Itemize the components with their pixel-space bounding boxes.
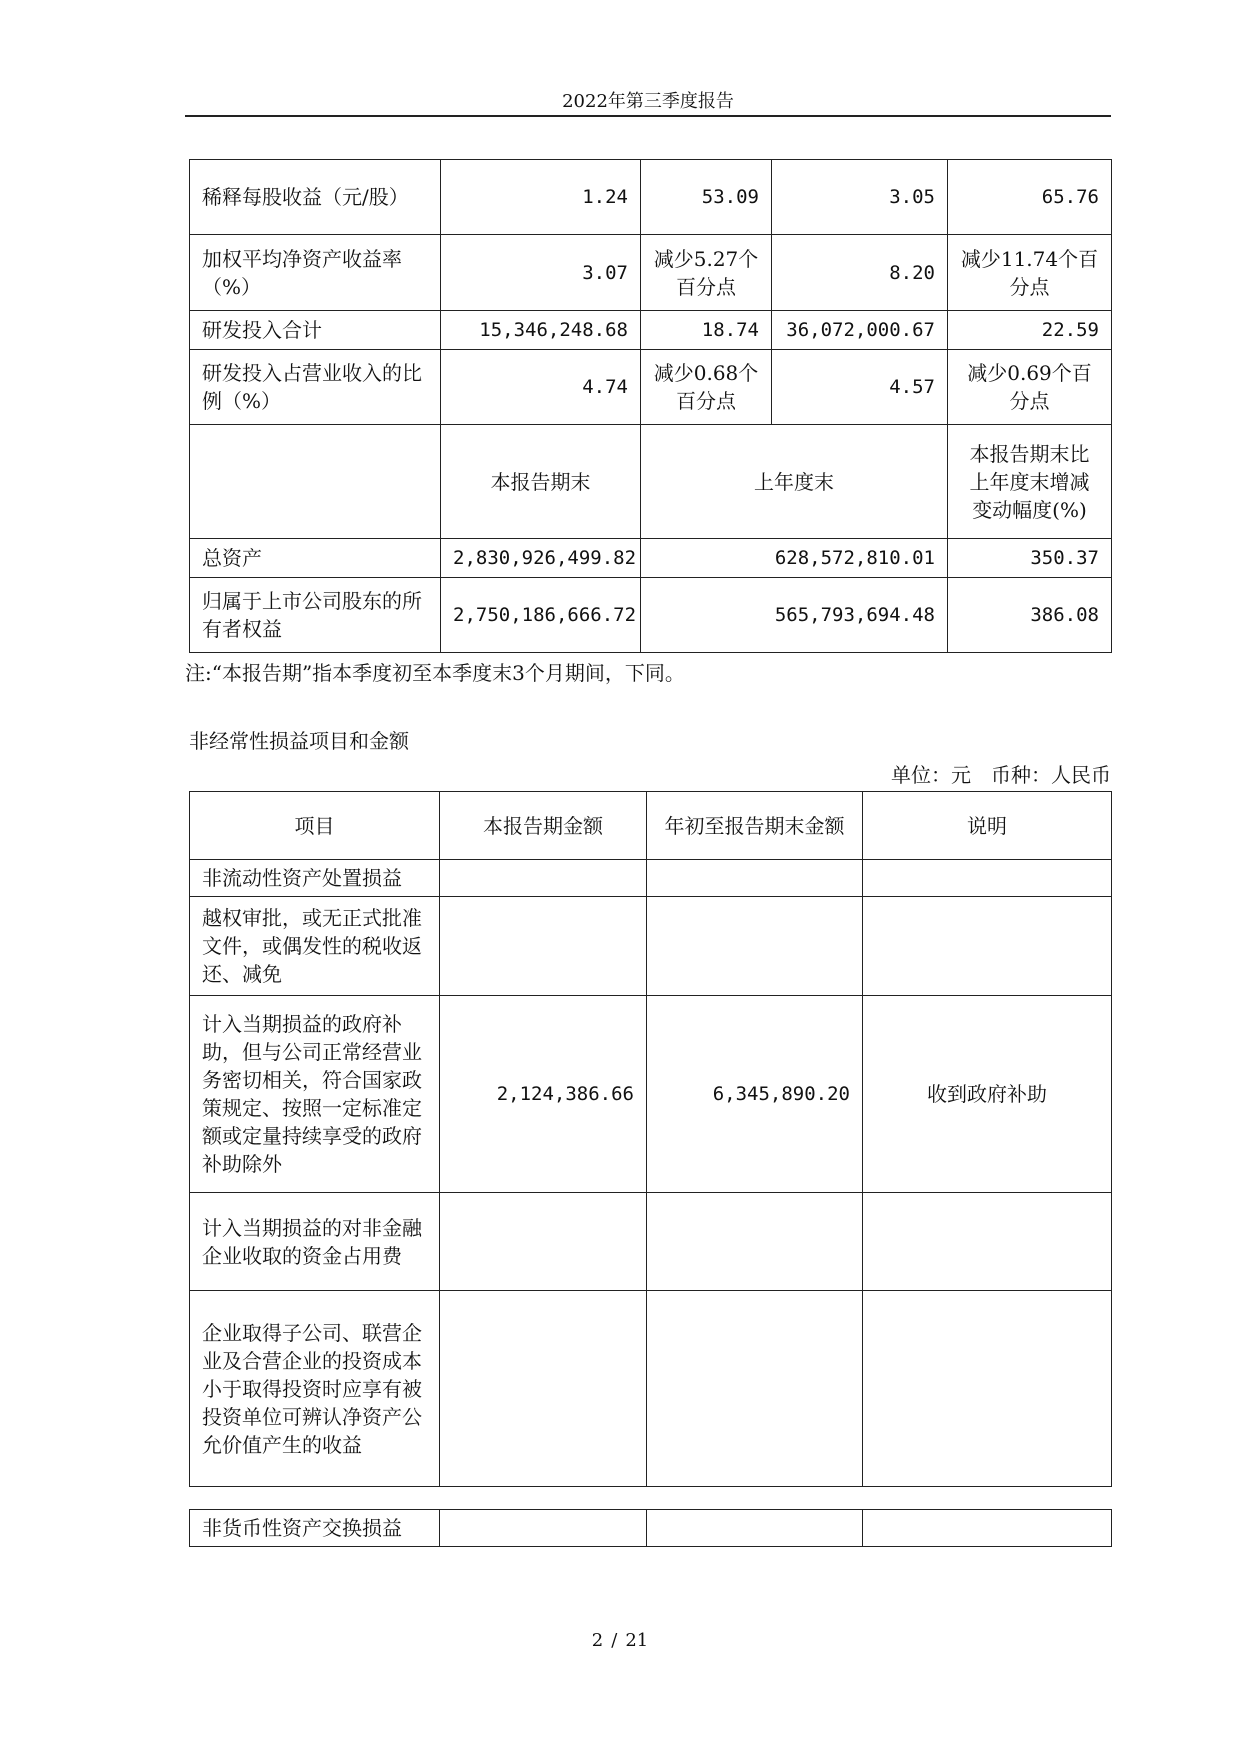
ytd-value: 4.57 xyxy=(772,350,948,425)
period-end-value: 2,830,926,499.82 xyxy=(441,539,641,578)
table-row xyxy=(190,578,1112,653)
description-cell: 收到政府补助 xyxy=(863,996,1112,1193)
period-end-header: 本报告期末 xyxy=(441,425,641,539)
change-value: 350.37 xyxy=(948,539,1112,578)
description-cell xyxy=(863,897,1112,996)
table-row xyxy=(190,160,1112,235)
table-row xyxy=(190,1291,1112,1487)
header-row xyxy=(190,792,1112,860)
table-row xyxy=(190,996,1112,1193)
table-row xyxy=(190,539,1112,578)
description-cell xyxy=(863,860,1112,897)
item-cell: 越权审批，或无正式批准文件，或偶发性的税收返还、减免 xyxy=(190,897,440,996)
prior-year-end-header: 上年度末 xyxy=(641,425,948,539)
current-change: 减少0.68个百分点 xyxy=(641,350,772,425)
ytd-change: 22.59 xyxy=(948,311,1112,350)
current-amount-cell xyxy=(440,1291,647,1487)
current-value: 1.24 xyxy=(441,160,641,235)
change-value: 386.08 xyxy=(948,578,1112,653)
ytd-amount-cell: 6,345,890.20 xyxy=(647,996,863,1193)
ytd-value: 36,072,000.67 xyxy=(772,311,948,350)
item-cell: 非货币性资产交换损益 xyxy=(190,1510,440,1547)
ytd-amount-cell xyxy=(647,1193,863,1291)
current-change: 53.09 xyxy=(641,160,772,235)
description-header: 说明 xyxy=(863,792,1112,860)
ytd-change: 65.76 xyxy=(948,160,1112,235)
item-header: 项目 xyxy=(190,792,440,860)
current-value: 15,346,248.68 xyxy=(441,311,641,350)
ytd-value: 3.05 xyxy=(772,160,948,235)
period-end-value: 2,750,186,666.72 xyxy=(441,578,641,653)
row-label: 总资产 xyxy=(190,539,441,578)
header-divider xyxy=(185,115,1111,117)
ytd-amount-cell xyxy=(647,897,863,996)
table-row xyxy=(190,897,1112,996)
current-amount-cell xyxy=(440,860,647,897)
current-change: 减少5.27个百分点 xyxy=(641,235,772,311)
change-header: 本报告期末比上年度末增减变动幅度(%) xyxy=(948,425,1112,539)
current-change: 18.74 xyxy=(641,311,772,350)
page-footer xyxy=(0,1630,1240,1651)
balance-header-row xyxy=(190,425,1112,539)
key-indicators-table xyxy=(189,159,1112,653)
current-amount-cell xyxy=(440,1193,647,1291)
ytd-value: 8.20 xyxy=(772,235,948,311)
page-header-title: 2022年第三季度报告 xyxy=(562,91,734,112)
table-row xyxy=(190,235,1112,311)
current-value: 4.74 xyxy=(441,350,641,425)
page-separator: / xyxy=(611,1630,618,1651)
row-label: 研发投入合计 xyxy=(190,311,441,350)
table-row xyxy=(190,350,1112,425)
row-label: 加权平均净资产收益率（%） xyxy=(190,235,441,311)
current-amount-cell: 2,124,386.66 xyxy=(440,996,647,1193)
nonrecurring-items-table-continued xyxy=(189,1509,1112,1547)
item-cell: 非流动性资产处置损益 xyxy=(190,860,440,897)
unit-currency-line: 单位：元 币种：人民币 xyxy=(891,763,1111,787)
item-cell: 计入当期损益的对非金融企业收取的资金占用费 xyxy=(190,1193,440,1291)
prior-year-end-value: 565,793,694.48 xyxy=(641,578,948,653)
ytd-change: 减少0.69个百分点 xyxy=(948,350,1112,425)
item-cell: 企业取得子公司、联营企业及合营企业的投资成本小于取得投资时应享有被投资单位可辨认净资产公允价值产生的收益 xyxy=(190,1291,440,1487)
current-amount-cell xyxy=(440,897,647,996)
description-cell xyxy=(863,1193,1112,1291)
row-label: 研发投入占营业收入的比例（%） xyxy=(190,350,441,425)
current-amount-header: 本报告期金额 xyxy=(440,792,647,860)
page-number: 2 xyxy=(591,1630,604,1651)
row-label: 归属于上市公司股东的所有者权益 xyxy=(190,578,441,653)
table-row xyxy=(190,1193,1112,1291)
section-title: 非经常性损益项目和金额 xyxy=(189,729,409,753)
description-cell xyxy=(863,1291,1112,1487)
current-value: 3.07 xyxy=(441,235,641,311)
ytd-change: 减少11.74个百分点 xyxy=(948,235,1112,311)
table-note: 注:“本报告期”指本季度初至本季度末3个月期间，下同。 xyxy=(185,661,685,685)
description-cell xyxy=(863,1510,1112,1547)
ytd-amount-cell xyxy=(647,1291,863,1487)
ytd-amount-header: 年初至报告期末金额 xyxy=(647,792,863,860)
ytd-amount-cell xyxy=(647,1510,863,1547)
table-row xyxy=(190,1510,1112,1547)
empty-header-cell xyxy=(190,425,441,539)
current-amount-cell xyxy=(440,1510,647,1547)
page-total: 21 xyxy=(625,1630,649,1651)
table-row xyxy=(190,860,1112,897)
ytd-amount-cell xyxy=(647,860,863,897)
prior-year-end-value: 628,572,810.01 xyxy=(641,539,948,578)
nonrecurring-items-table xyxy=(189,791,1112,1487)
item-cell: 计入当期损益的政府补助，但与公司正常经营业务密切相关，符合国家政策规定、按照一定标准定额或定量持续享受的政府补助除外 xyxy=(190,996,440,1193)
row-label: 稀释每股收益（元/股） xyxy=(190,160,441,235)
table-row xyxy=(190,311,1112,350)
